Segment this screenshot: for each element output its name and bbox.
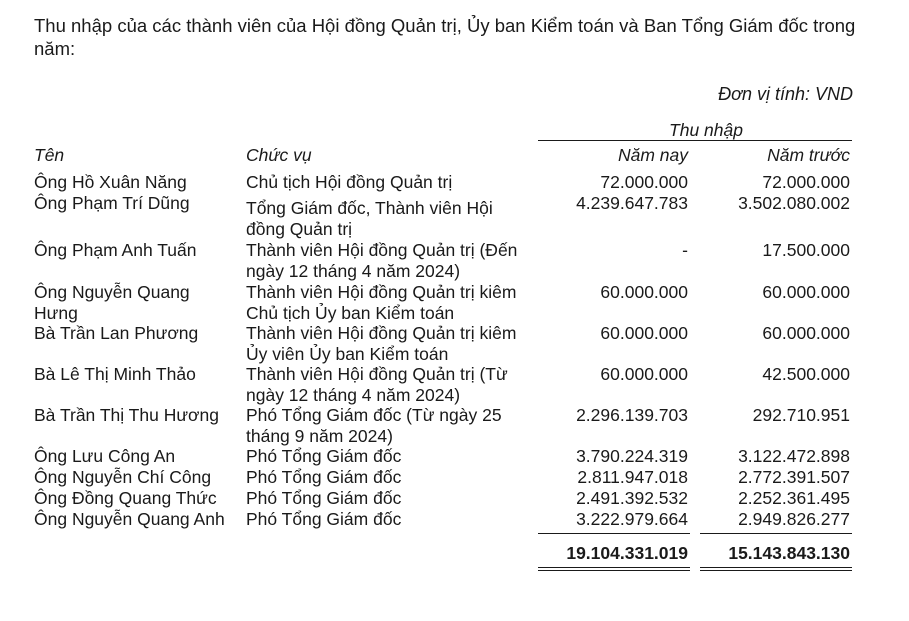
member-name: Ông Lưu Công An [34, 446, 176, 466]
total-double-rule-previous-1 [700, 567, 852, 568]
member-role: Phó Tổng Giám đốc [246, 488, 402, 508]
name-column-header: Tên [34, 145, 65, 165]
header-rule [538, 140, 852, 141]
previous-income: 2.949.826.277 [738, 509, 850, 529]
current-income: 60.000.000 [600, 364, 688, 384]
member-role: Thành viên Hội đồng Quản trị (Đến ngày 12 tháng 4 năm 2024) [246, 240, 518, 281]
current-income: 3.222.979.664 [576, 509, 688, 529]
total-previous-income: 15.143.843.130 [728, 543, 850, 563]
previous-year-header: Năm trước [767, 145, 850, 165]
member-role: Phó Tổng Giám đốc [246, 467, 402, 487]
previous-income: 72.000.000 [762, 172, 850, 192]
subtotal-rule-current [538, 533, 690, 534]
member-role: Thành viên Hội đồng Quản trị kiêm Chủ tịch Ủy ban Kiểm toán [246, 282, 517, 323]
previous-income: 292.710.951 [752, 405, 850, 425]
member-name: Ông Phạm Anh Tuấn [34, 240, 197, 260]
member-name: Ông Hồ Xuân Năng [34, 172, 187, 192]
current-income: 60.000.000 [600, 282, 688, 302]
member-name: Ông Nguyễn Quang Anh [34, 509, 225, 529]
subtotal-rule-previous [700, 533, 852, 534]
unit-label: Đơn vị tính: VND [718, 84, 853, 104]
member-name: Ông Đồng Quang Thức [34, 488, 217, 508]
current-income: 60.000.000 [600, 323, 688, 343]
member-name: Bà Trần Thị Thu Hương [34, 405, 219, 425]
current-income: - [682, 240, 688, 260]
member-role: Chủ tịch Hội đồng Quản trị [246, 172, 453, 192]
member-name: Bà Trần Lan Phương [34, 323, 199, 343]
total-current-income: 19.104.331.019 [566, 543, 688, 563]
previous-income: 2.252.361.495 [738, 488, 850, 508]
current-income: 2.491.392.532 [576, 488, 688, 508]
current-income: 72.000.000 [600, 172, 688, 192]
previous-income: 3.502.080.002 [738, 193, 850, 213]
intro-text: Thu nhập của các thành viên của Hội đồng Quản trị, Ủy ban Kiểm toán và Ban Tổng Giám đốc trong năm: [34, 15, 856, 59]
member-name: Ông Phạm Trí Dũng [34, 193, 190, 213]
member-name: Ông Nguyễn Chí Công [34, 467, 212, 487]
member-role: Phó Tổng Giám đốc (Từ ngày 25 tháng 9 năm 2024) [246, 405, 502, 446]
current-income: 3.790.224.319 [576, 446, 688, 466]
member-role: Tổng Giám đốc, Thành viên Hội đồng Quản trị [246, 198, 493, 239]
member-name: Ông Nguyễn Quang Hưng [34, 282, 190, 323]
previous-income: 60.000.000 [762, 323, 850, 343]
member-role: Phó Tổng Giám đốc [246, 509, 402, 529]
total-double-rule-previous-2 [700, 570, 852, 571]
role-column-header: Chức vụ [246, 145, 312, 165]
previous-income: 3.122.472.898 [738, 446, 850, 466]
member-role: Thành viên Hội đồng Quản trị (Từ ngày 12 tháng 4 năm 2024) [246, 364, 508, 405]
total-double-rule-current-1 [538, 567, 690, 568]
member-role: Phó Tổng Giám đốc [246, 446, 402, 466]
total-double-rule-current-2 [538, 570, 690, 571]
current-income: 4.239.647.783 [576, 193, 688, 213]
previous-income: 2.772.391.507 [738, 467, 850, 487]
member-name: Bà Lê Thị Minh Thảo [34, 364, 196, 384]
previous-income: 60.000.000 [762, 282, 850, 302]
current-year-header: Năm nay [617, 145, 688, 165]
previous-income: 42.500.000 [762, 364, 850, 384]
current-income: 2.811.947.018 [577, 467, 688, 487]
member-role: Thành viên Hội đồng Quản trị kiêm Ủy viên Ủy ban Kiểm toán [246, 323, 517, 364]
income-group-header: Thu nhập [669, 120, 743, 140]
previous-income: 17.500.000 [762, 240, 850, 260]
current-income: 2.296.139.703 [576, 405, 688, 425]
